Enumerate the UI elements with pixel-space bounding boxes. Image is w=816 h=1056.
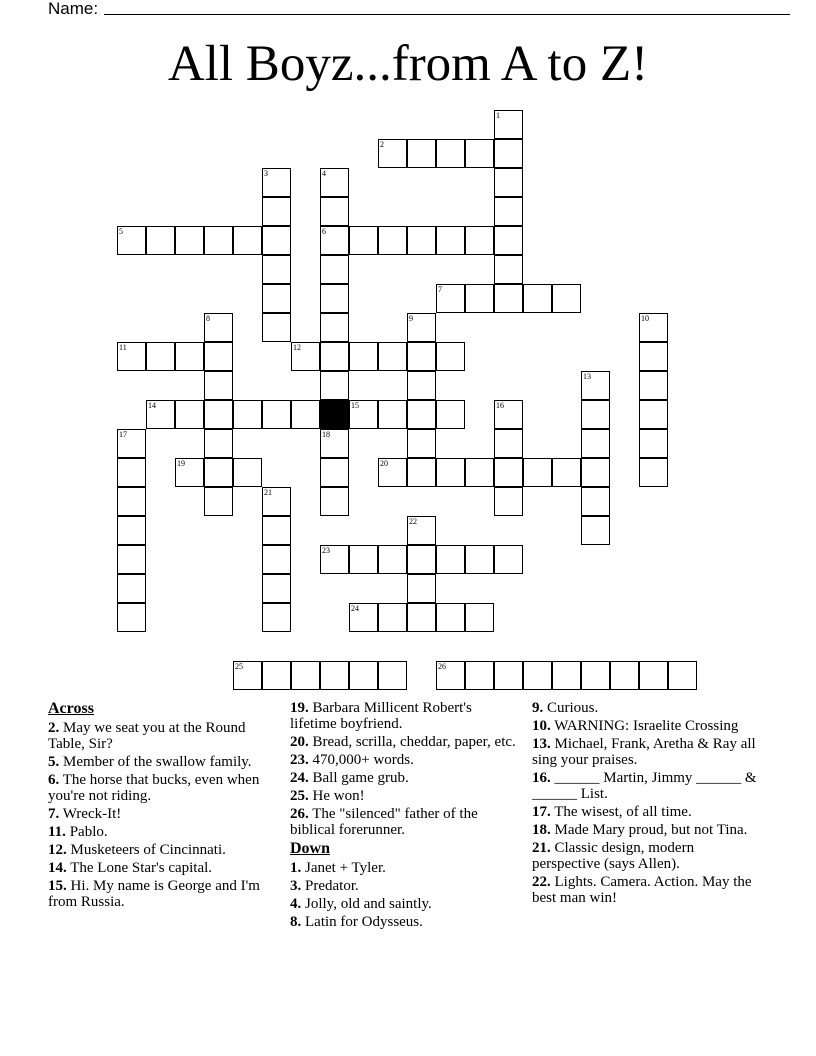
clue-label: 13. [532, 736, 551, 752]
grid-cell[interactable] [262, 226, 291, 255]
grid-cell[interactable] [436, 545, 465, 574]
grid-cell[interactable] [262, 516, 291, 545]
clue-text: Predator. [301, 878, 359, 894]
grid-cell[interactable] [349, 603, 378, 632]
clue-item [290, 806, 518, 838]
grid-cell[interactable] [262, 545, 291, 574]
grid-cell[interactable] [262, 284, 291, 313]
grid-cell[interactable] [494, 226, 523, 255]
grid-cell[interactable] [494, 168, 523, 197]
clue-text: Michael, Frank, Aretha & Ray all sing your praises. [532, 736, 756, 768]
grid-cell[interactable] [436, 603, 465, 632]
grid-cell[interactable] [262, 197, 291, 226]
grid-cell[interactable] [262, 400, 291, 429]
name-label: Name: [48, 0, 99, 18]
clue-number: 11 [119, 343, 127, 352]
grid-cell[interactable] [320, 197, 349, 226]
grid-cell[interactable] [262, 313, 291, 342]
clue-label: 17. [532, 804, 551, 820]
clue-text: May we seat you at the Round Table, Sir? [48, 720, 246, 752]
clue-item [290, 700, 518, 732]
grid-cell[interactable] [233, 661, 262, 690]
clue-number: 3 [264, 169, 268, 178]
clue-number: 24 [351, 604, 359, 613]
clue-item [290, 770, 518, 786]
clue-number: 26 [438, 662, 446, 671]
grid-cell[interactable] [407, 516, 436, 545]
grid-cell[interactable] [233, 400, 262, 429]
clue-label: 4. [290, 896, 302, 912]
grid-cell[interactable] [291, 400, 320, 429]
clue-item [290, 734, 518, 750]
grid-cell[interactable] [494, 139, 523, 168]
grid-cell[interactable] [610, 661, 639, 690]
clue-label: 21. [532, 840, 551, 856]
clue-item [532, 840, 762, 872]
grid-cell[interactable] [262, 661, 291, 690]
across-heading: Across [48, 700, 94, 717]
grid-cell[interactable] [494, 487, 523, 516]
grid-cell[interactable] [378, 603, 407, 632]
clue-text: Made Mary proud, but not Tina. [550, 822, 748, 838]
grid-cell[interactable] [175, 342, 204, 371]
grid-cell[interactable] [407, 226, 436, 255]
clue-label: 9. [532, 700, 544, 716]
clue-item [48, 878, 280, 910]
grid-cell[interactable] [146, 342, 175, 371]
grid-cell[interactable] [349, 661, 378, 690]
grid-cell[interactable] [204, 400, 233, 429]
grid-cell[interactable] [407, 313, 436, 342]
clues-column-2 [290, 700, 518, 932]
grid-cell[interactable] [262, 255, 291, 284]
grid-cell[interactable] [378, 458, 407, 487]
grid-cell[interactable] [639, 371, 668, 400]
clue-item [290, 752, 518, 768]
grid-cell[interactable] [291, 342, 320, 371]
grid-cell[interactable] [349, 342, 378, 371]
grid-cell[interactable] [175, 226, 204, 255]
clue-item [532, 874, 762, 906]
clue-label: 15. [48, 878, 67, 894]
clue-text: Jolly, old and saintly. [301, 896, 432, 912]
clue-item [290, 914, 518, 930]
clue-item [290, 896, 518, 912]
grid-cell[interactable] [465, 603, 494, 632]
clue-number: 2 [380, 140, 384, 149]
clue-label: 8. [290, 914, 302, 930]
grid-cell[interactable] [378, 139, 407, 168]
grid-cell[interactable] [639, 429, 668, 458]
grid-cell[interactable] [581, 516, 610, 545]
clue-label: 20. [290, 734, 309, 750]
clue-item [532, 804, 762, 820]
clue-label: 18. [532, 822, 551, 838]
grid-cell[interactable] [465, 661, 494, 690]
clue-item [532, 718, 762, 734]
clue-text: WARNING: Israelite Crossing [550, 718, 739, 734]
clue-number: 8 [206, 314, 210, 323]
clue-number: 4 [322, 169, 326, 178]
grid-cell[interactable] [581, 400, 610, 429]
grid-cell[interactable] [320, 661, 349, 690]
grid-cell[interactable] [407, 342, 436, 371]
grid-cell[interactable] [378, 661, 407, 690]
grid-cell[interactable] [320, 255, 349, 284]
grid-cell[interactable] [117, 545, 146, 574]
grid-cell[interactable] [436, 139, 465, 168]
clue-item [532, 736, 762, 768]
grid-cell[interactable] [523, 661, 552, 690]
grid-cell[interactable] [581, 487, 610, 516]
grid-cell[interactable] [349, 400, 378, 429]
clue-item [48, 824, 280, 840]
grid-cell[interactable] [117, 603, 146, 632]
clue-item [290, 788, 518, 804]
grid-cell[interactable] [407, 545, 436, 574]
grid-cell[interactable] [204, 313, 233, 342]
clue-number: 18 [322, 430, 330, 439]
clue-number: 14 [148, 401, 156, 410]
down-heading: Down [290, 840, 331, 857]
grid-cell[interactable] [233, 226, 262, 255]
grid-cell[interactable] [407, 458, 436, 487]
grid-cell[interactable] [320, 313, 349, 342]
grid-cell[interactable] [494, 429, 523, 458]
grid-cell[interactable] [262, 168, 291, 197]
grid-cell[interactable] [494, 661, 523, 690]
clue-label: 1. [290, 860, 302, 876]
grid-cell[interactable] [581, 371, 610, 400]
clue-text: He won! [308, 788, 365, 804]
grid-cell[interactable] [204, 458, 233, 487]
grid-cell[interactable] [407, 429, 436, 458]
grid-cell[interactable] [117, 516, 146, 545]
grid-cell[interactable] [146, 400, 175, 429]
grid-cell[interactable] [117, 226, 146, 255]
grid-cell[interactable] [494, 255, 523, 284]
clue-label: 2. [48, 720, 60, 736]
grid-cell[interactable] [436, 458, 465, 487]
grid-cell[interactable] [552, 284, 581, 313]
grid-cell[interactable] [494, 110, 523, 139]
grid-cell[interactable] [436, 226, 465, 255]
clue-number: 22 [409, 517, 417, 526]
clue-item [48, 806, 280, 822]
grid-cell[interactable] [117, 458, 146, 487]
grid-cell[interactable] [146, 226, 175, 255]
grid-cell[interactable] [233, 458, 262, 487]
grid-cell[interactable] [291, 661, 320, 690]
clue-number: 15 [351, 401, 359, 410]
grid-cell[interactable] [523, 458, 552, 487]
grid-cell[interactable] [552, 458, 581, 487]
grid-cell[interactable] [349, 545, 378, 574]
grid-cell[interactable] [465, 545, 494, 574]
clue-label: 22. [532, 874, 551, 890]
grid-cell[interactable] [320, 458, 349, 487]
clue-text: Latin for Odysseus. [301, 914, 423, 930]
grid-cell[interactable] [581, 458, 610, 487]
grid-cell[interactable] [204, 342, 233, 371]
clue-label: 3. [290, 878, 302, 894]
clue-number: 19 [177, 459, 185, 468]
clue-label: 25. [290, 788, 309, 804]
clue-text: 470,000+ words. [308, 752, 414, 768]
grid-cell[interactable] [494, 197, 523, 226]
clue-text: Wreck-It! [59, 806, 122, 822]
grid-cell[interactable] [639, 313, 668, 342]
clue-number: 6 [322, 227, 326, 236]
clue-label: 19. [290, 700, 309, 716]
clue-text: The wisest, of all time. [550, 804, 692, 820]
grid-cell[interactable] [465, 284, 494, 313]
grid-cell[interactable] [465, 139, 494, 168]
grid-cell[interactable] [175, 458, 204, 487]
clue-item [532, 700, 762, 716]
clue-number: 16 [496, 401, 504, 410]
grid-cell[interactable] [407, 139, 436, 168]
grid-cell[interactable] [465, 458, 494, 487]
grid-cell[interactable] [407, 574, 436, 603]
clue-number: 21 [264, 488, 272, 497]
clue-label: 24. [290, 770, 309, 786]
clue-text: The horse that bucks, even when you're not riding. [48, 772, 260, 804]
grid-cell[interactable] [117, 487, 146, 516]
clue-item [48, 772, 280, 804]
grid-cell[interactable] [262, 487, 291, 516]
clue-text: Barbara Millicent Robert's lifetime boyfriend. [290, 700, 472, 732]
clue-text: The Lone Star's capital. [66, 860, 213, 876]
grid-cell[interactable] [378, 400, 407, 429]
clue-number: 25 [235, 662, 243, 671]
clue-text: Ball game grub. [308, 770, 409, 786]
clue-number: 5 [119, 227, 123, 236]
grid-cell[interactable] [320, 342, 349, 371]
clue-label: 16. [532, 770, 551, 786]
clue-text: ______ Martin, Jimmy ______ & ______ List. [532, 770, 757, 802]
grid-cell[interactable] [436, 284, 465, 313]
grid-cell[interactable] [320, 429, 349, 458]
grid-cell[interactable] [117, 574, 146, 603]
clue-number: 23 [322, 546, 330, 555]
clue-text: Classic design, modern perspective (says Allen). [532, 840, 695, 872]
clue-number: 9 [409, 314, 413, 323]
clue-item [48, 860, 280, 876]
clue-label: 23. [290, 752, 309, 768]
clue-text: Pablo. [65, 824, 108, 840]
grid-cell[interactable] [117, 429, 146, 458]
grid-cell[interactable] [668, 661, 697, 690]
grid-cell[interactable] [436, 661, 465, 690]
clue-text: The "silenced" father of the biblical forerunner. [290, 806, 478, 838]
grid-cell[interactable] [581, 661, 610, 690]
grid-cell[interactable] [320, 226, 349, 255]
grid-cell[interactable] [436, 400, 465, 429]
clue-number: 10 [641, 314, 649, 323]
clue-text: Bread, scrilla, cheddar, paper, etc. [308, 734, 516, 750]
grid-cell[interactable] [320, 487, 349, 516]
grid-cell[interactable] [552, 661, 581, 690]
clue-label: 14. [48, 860, 67, 876]
grid-cell[interactable] [581, 429, 610, 458]
grid-cell[interactable] [320, 371, 349, 400]
clues-column-1 [48, 700, 280, 912]
clue-number: 1 [496, 111, 500, 120]
grid-cell[interactable] [378, 545, 407, 574]
grid-cell[interactable] [262, 574, 291, 603]
grid-cell[interactable] [378, 226, 407, 255]
grid-cell[interactable] [494, 400, 523, 429]
clue-item [48, 842, 280, 858]
grid-cell[interactable] [204, 371, 233, 400]
clue-text: Musketeers of Cincinnati. [66, 842, 226, 858]
clue-number: 17 [119, 430, 127, 439]
black-square [320, 400, 349, 429]
clue-text: Janet + Tyler. [301, 860, 386, 876]
clue-text: Member of the swallow family. [59, 754, 252, 770]
grid-cell[interactable] [407, 371, 436, 400]
grid-cell[interactable] [349, 226, 378, 255]
grid-cell[interactable] [320, 545, 349, 574]
grid-cell[interactable] [639, 458, 668, 487]
clue-number: 20 [380, 459, 388, 468]
clue-item [290, 860, 518, 876]
grid-cell[interactable] [262, 603, 291, 632]
clue-item [48, 720, 280, 752]
grid-cell[interactable] [523, 284, 552, 313]
grid-cell[interactable] [494, 284, 523, 313]
grid-cell[interactable] [204, 429, 233, 458]
clue-text: Hi. My name is George and I'm from Russia. [48, 878, 260, 910]
grid-cell[interactable] [204, 226, 233, 255]
grid-cell[interactable] [407, 400, 436, 429]
clue-label: 5. [48, 754, 60, 770]
clue-item [290, 878, 518, 894]
clue-item [532, 770, 762, 802]
page-title: All Boyz...from A to Z! [167, 36, 649, 92]
clue-item [48, 754, 280, 770]
grid-cell[interactable] [117, 342, 146, 371]
grid-cell[interactable] [494, 545, 523, 574]
clue-label: 26. [290, 806, 309, 822]
clue-label: 10. [532, 718, 551, 734]
grid-cell[interactable] [639, 342, 668, 371]
clue-text: Lights. Camera. Action. May the best man win! [532, 874, 752, 906]
clue-number: 13 [583, 372, 591, 381]
grid-cell[interactable] [378, 342, 407, 371]
grid-cell[interactable] [465, 226, 494, 255]
grid-cell[interactable] [175, 400, 204, 429]
clue-label: 6. [48, 772, 60, 788]
grid-cell[interactable] [639, 400, 668, 429]
clue-number: 12 [293, 343, 301, 352]
clue-text: Curious. [543, 700, 599, 716]
grid-cell[interactable] [320, 284, 349, 313]
grid-cell[interactable] [407, 603, 436, 632]
clue-label: 7. [48, 806, 60, 822]
grid-cell[interactable] [320, 168, 349, 197]
grid-cell[interactable] [204, 487, 233, 516]
clue-label: 12. [48, 842, 67, 858]
grid-cell[interactable] [436, 342, 465, 371]
grid-cell[interactable] [494, 458, 523, 487]
clue-item [532, 822, 762, 838]
clue-label: 11. [48, 824, 66, 840]
grid-cell[interactable] [639, 661, 668, 690]
clue-number: 7 [438, 285, 442, 294]
clues-column-3 [532, 700, 762, 908]
